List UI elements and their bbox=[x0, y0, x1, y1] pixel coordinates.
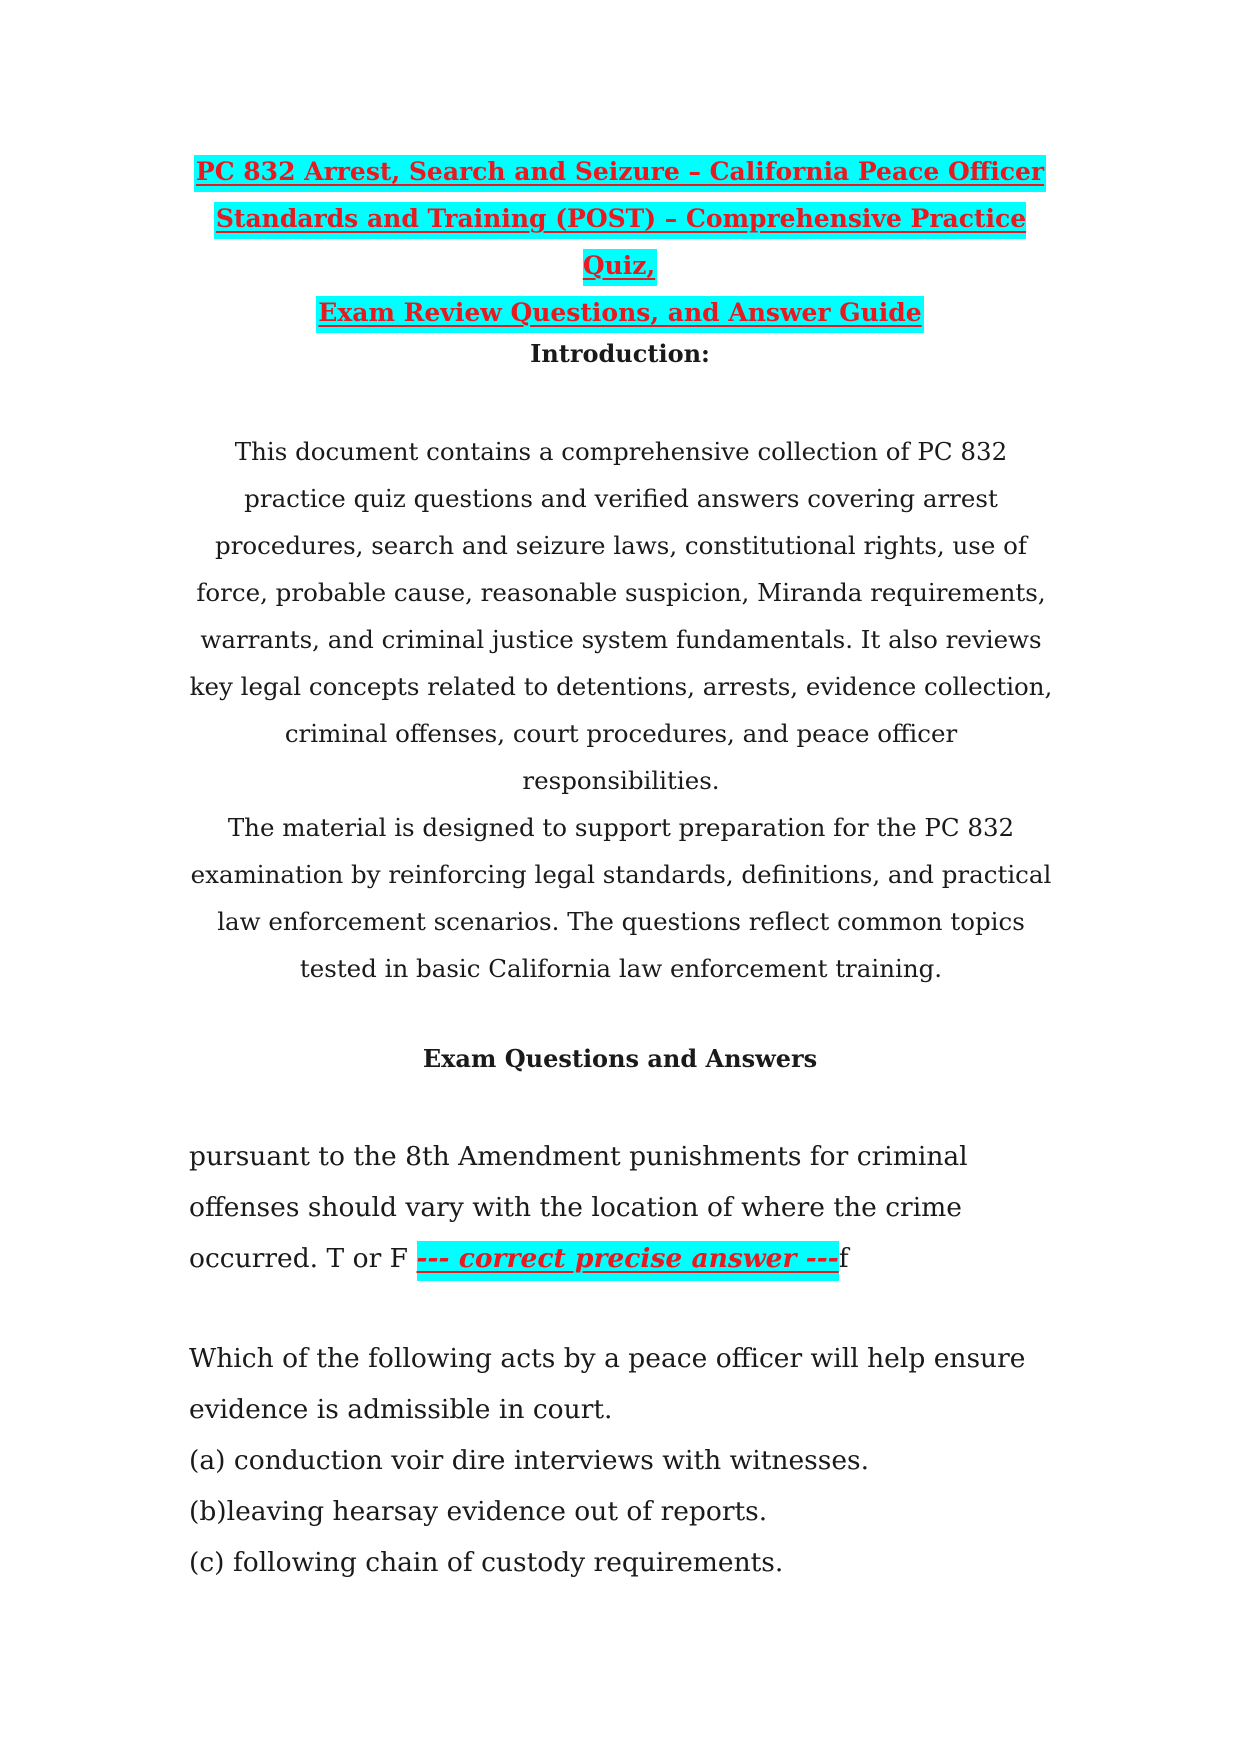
question-2-option-c: (c) following chain of custody requirements. bbox=[189, 1547, 784, 1578]
question-1-text bbox=[189, 1131, 1069, 1284]
title-line-1: PC 832 Arrest, Search and Seizure – California Peace Officer bbox=[194, 155, 1046, 192]
question-2-text: Which of the following acts by a peace officer will help ensure evidence is admissible in court. bbox=[189, 1343, 1026, 1425]
question-1-answer: f bbox=[838, 1243, 849, 1274]
introduction-heading: Introduction: bbox=[530, 339, 710, 368]
question-1 bbox=[189, 1131, 1069, 1284]
introduction-paragraph-2: The material is designed to support preparation for the PC 832 examination by reinforcing legal standards, definitions, and practical law enforcement scenarios. The questions reflect common topics tested in basic California law enforcement training. bbox=[190, 813, 1052, 983]
question-2-option-b: (b)leaving hearsay evidence out of reports. bbox=[189, 1496, 768, 1527]
document-title bbox=[180, 148, 1060, 336]
exam-section-heading: Exam Questions and Answers bbox=[422, 1044, 818, 1073]
question-2 bbox=[189, 1333, 1069, 1588]
title-line-3: Exam Review Questions, and Answer Guide bbox=[316, 296, 923, 333]
introduction-body bbox=[186, 428, 1056, 992]
answer-marker: --- correct precise answer --- bbox=[417, 1241, 839, 1281]
question-2-option-a: (a) conduction voir dire interviews with witnesses. bbox=[189, 1445, 870, 1476]
introduction-paragraph-1: This document contains a comprehensive collection of PC 832 practice quiz questions and verified answers covering arrest procedures, search and seizure laws, constitutional rights, use of force, probable cause, reasonable suspicion, Miranda requirements, warrants, and criminal justice system fundamentals. It also reviews key legal concepts related to detentions, arrests, evidence collection, criminal offenses, court procedures, and peace officer responsibilities. bbox=[189, 437, 1053, 795]
title-line-2: Standards and Training (POST) – Comprehensive Practice Quiz, bbox=[214, 202, 1026, 286]
question-1-prompt: pursuant to the 8th Amendment punishments for criminal offenses should vary with the location of where the crime occurred. T or F bbox=[189, 1141, 968, 1274]
